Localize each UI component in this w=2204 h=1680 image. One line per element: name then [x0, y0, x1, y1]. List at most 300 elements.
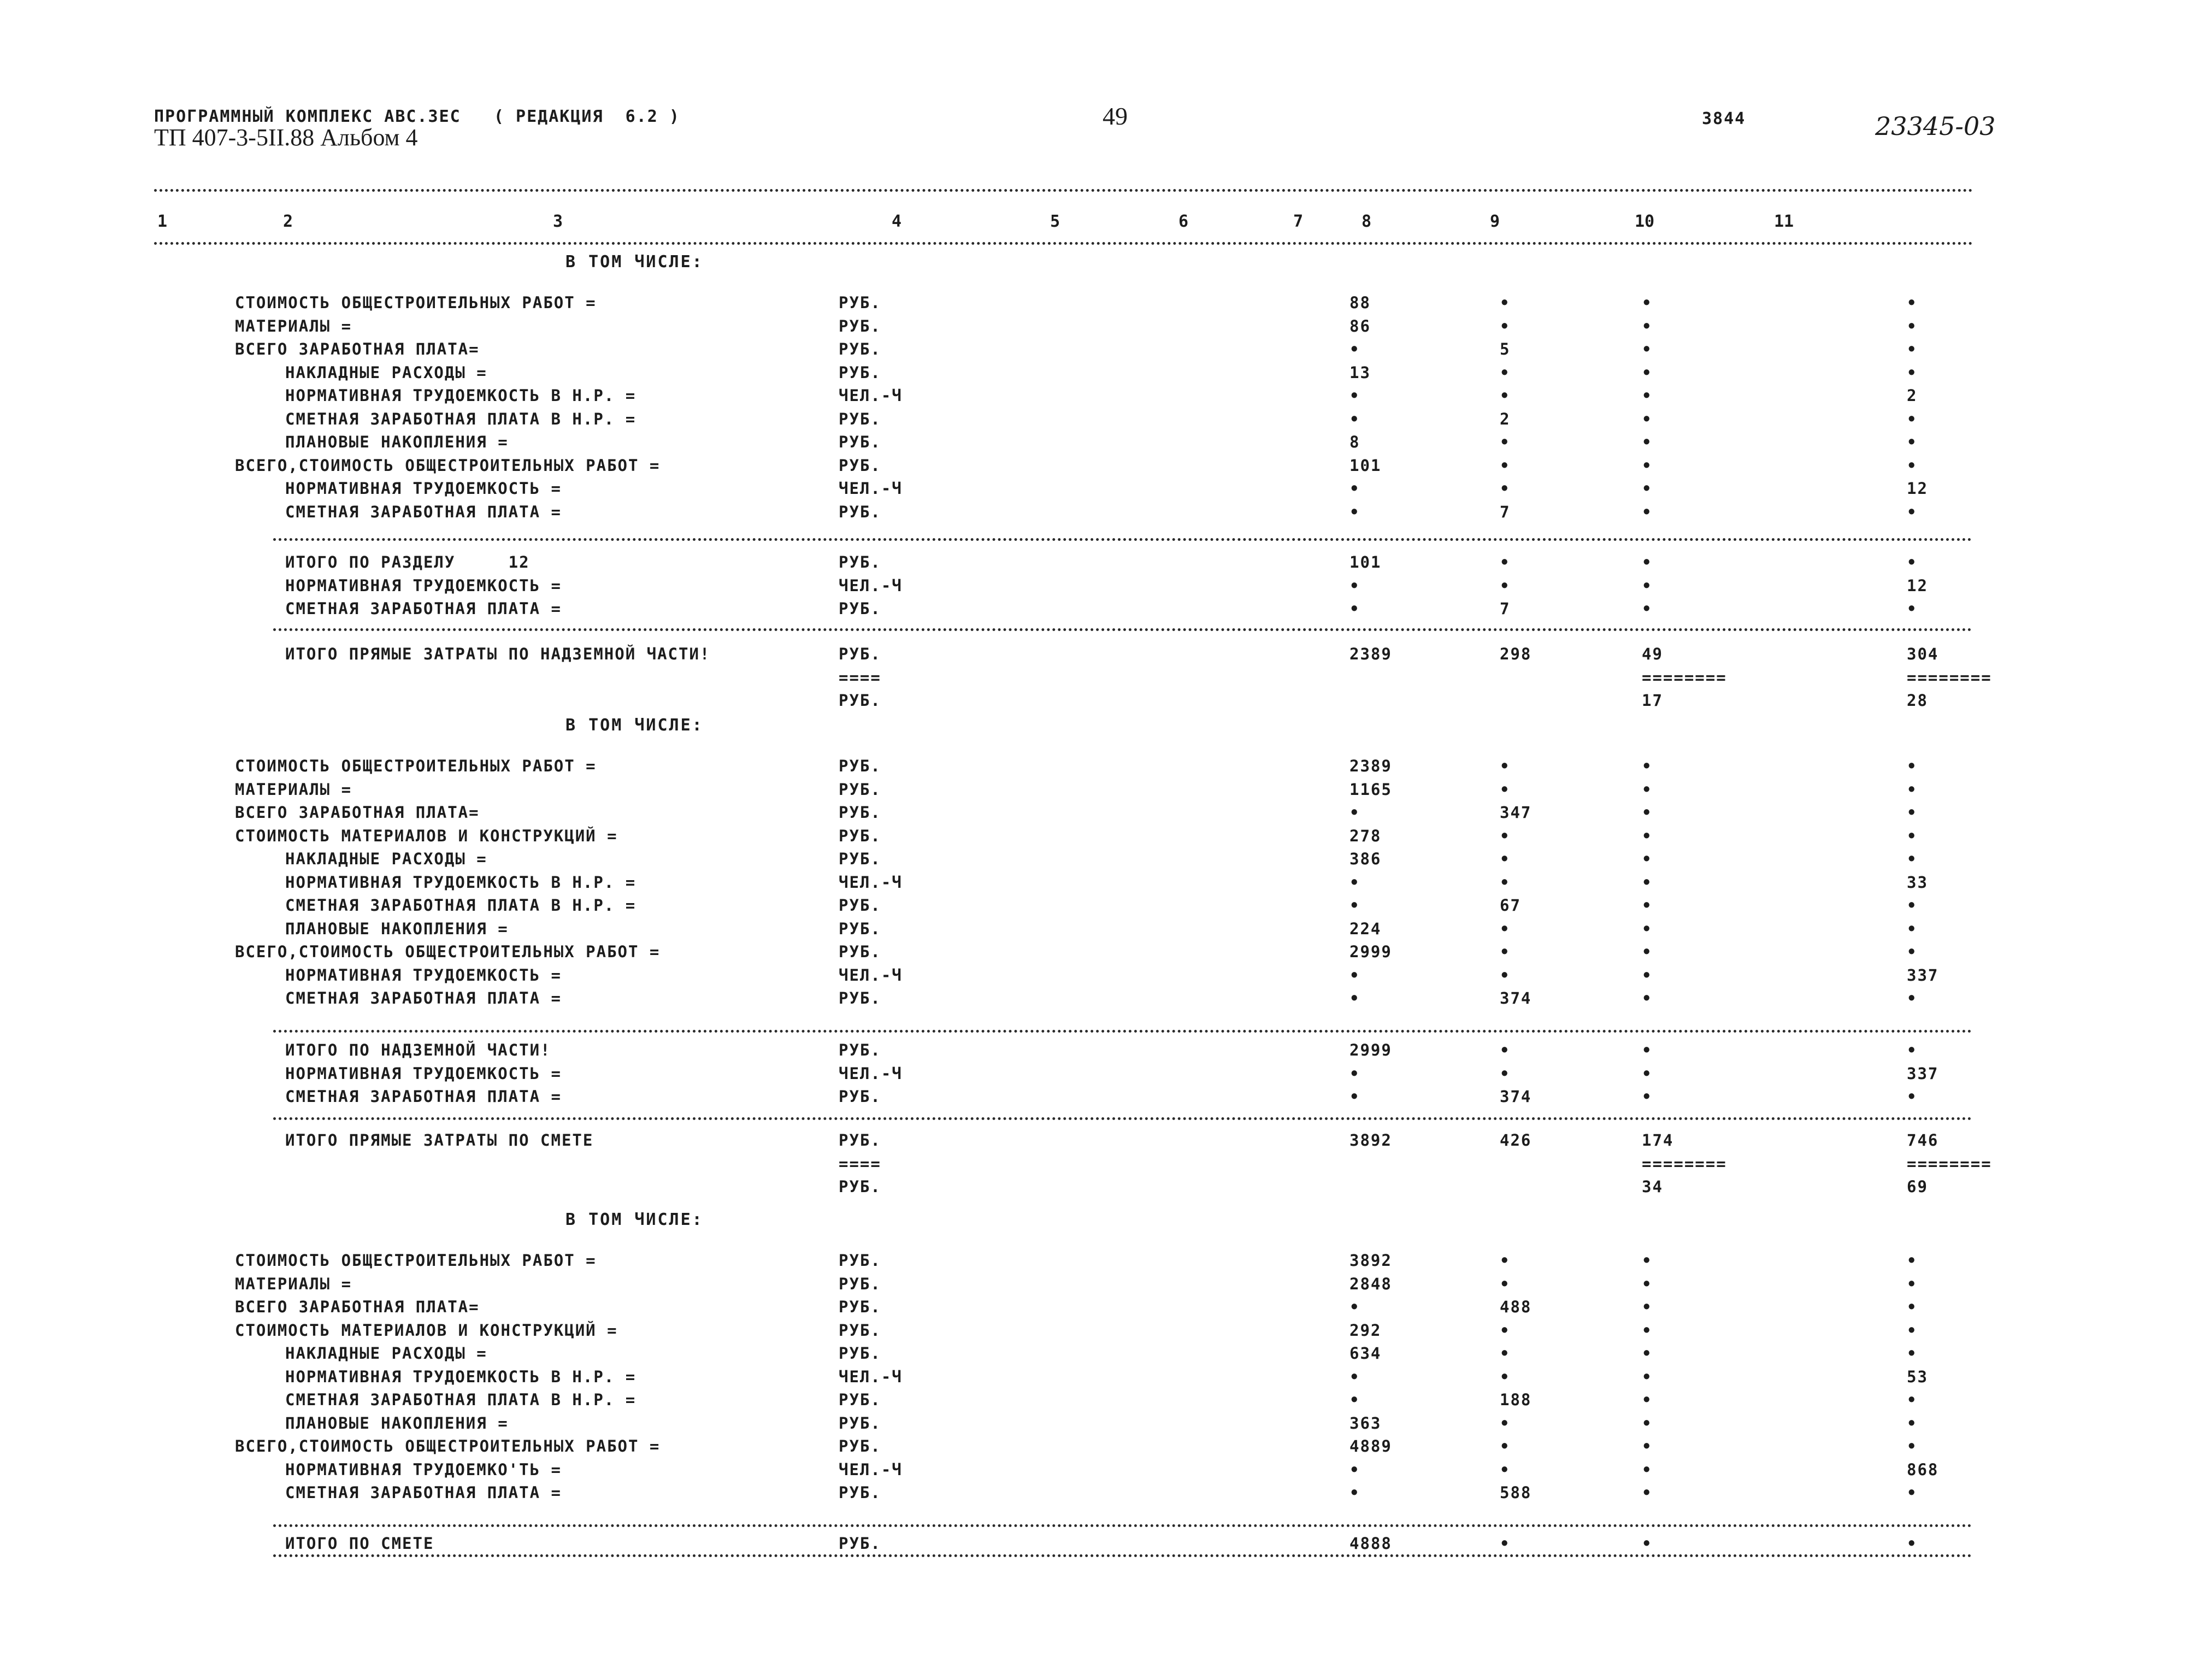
- row-unit: РУБ.: [839, 363, 881, 382]
- row-label: ПЛАНОВЫЕ НАКОПЛЕНИЯ =: [285, 433, 509, 451]
- col7-value: •: [1349, 409, 1360, 428]
- col7-value: •: [1349, 1390, 1360, 1409]
- table-row: [0, 1251, 2204, 1273]
- col8-value: •: [1500, 1274, 1511, 1293]
- col11-value: 868: [1907, 1460, 1939, 1479]
- col9-value: •: [1642, 316, 1653, 335]
- row-label: НОРМАТИВНАЯ ТРУДОЕМКОСТЬ В Н.Р. =: [285, 386, 637, 405]
- table-row: [0, 668, 2204, 690]
- col7-value: •: [1349, 873, 1360, 892]
- col7-value: •: [1349, 803, 1360, 822]
- col7-value: 86: [1349, 316, 1371, 335]
- col11-value: •: [1907, 826, 1918, 845]
- row-unit: ЧЕЛ.-Ч: [839, 386, 903, 405]
- table-row: [0, 757, 2204, 779]
- col8-value: 298: [1500, 645, 1532, 663]
- section-title: В ТОМ ЧИСЛЕ:: [565, 252, 704, 272]
- column-number: 3: [553, 212, 563, 231]
- column-number: 4: [892, 212, 902, 231]
- col8-value: •: [1500, 1367, 1511, 1386]
- col8-value: •: [1500, 1534, 1511, 1553]
- col7-value: 3892: [1349, 1251, 1392, 1270]
- table-row: [0, 966, 2204, 988]
- col8-value: •: [1500, 1437, 1511, 1455]
- col7-value: 13: [1349, 363, 1371, 382]
- col7-value: •: [1349, 479, 1360, 498]
- col7-value: •: [1349, 502, 1360, 521]
- col9-value: •: [1642, 826, 1653, 845]
- col9-value: •: [1642, 919, 1653, 938]
- row-unit: РУБ.: [839, 826, 881, 845]
- col9-value: •: [1642, 850, 1653, 868]
- col9-value: •: [1642, 502, 1653, 521]
- col7-value: 4889: [1349, 1437, 1392, 1455]
- row-unit: РУБ.: [839, 850, 881, 868]
- col9-value: •: [1642, 386, 1653, 405]
- col11-value: •: [1907, 780, 1918, 799]
- col8-value: •: [1500, 780, 1511, 799]
- row-label: ВСЕГО,СТОИМОСТЬ ОБЩЕСТРОИТЕЛЬНЫХ РАБОТ =: [235, 942, 661, 961]
- row-unit: ====: [839, 1154, 881, 1173]
- sheet-code: 3844: [1702, 109, 1746, 128]
- table-row: [0, 850, 2204, 871]
- col8-value: •: [1500, 826, 1511, 845]
- row-label: ИТОГО ПО СМЕТЕ: [285, 1534, 434, 1553]
- column-number: 1: [157, 212, 168, 231]
- row-unit: РУБ.: [839, 919, 881, 938]
- table-row: [0, 873, 2204, 895]
- row-unit: РУБ.: [839, 942, 881, 961]
- col9-value: 49: [1642, 645, 1663, 663]
- col8-value: •: [1500, 479, 1511, 498]
- row-label: ПЛАНОВЫЕ НАКОПЛЕНИЯ =: [285, 1413, 509, 1433]
- table-row: [0, 896, 2204, 918]
- col8-value: •: [1500, 919, 1511, 938]
- row-unit: РУБ.: [839, 502, 881, 521]
- row-unit: РУБ.: [839, 1251, 881, 1270]
- column-number: 11: [1774, 212, 1794, 231]
- col8-value: •: [1500, 386, 1511, 405]
- col11-value: •: [1907, 850, 1918, 868]
- row-label: МАТЕРИАЛЫ =: [235, 316, 352, 335]
- table-row: [0, 599, 2204, 621]
- row-label: СМЕТНАЯ ЗАРАБОТНАЯ ПЛАТА =: [285, 1087, 562, 1106]
- dotted-separator: [273, 538, 1972, 541]
- row-unit: ЧЕЛ.-Ч: [839, 1367, 903, 1386]
- row-label: ИТОГО ПРЯМЫЕ ЗАТРАТЫ ПО СМЕТЕ: [285, 1131, 594, 1150]
- row-label: ВСЕГО ЗАРАБОТНАЯ ПЛАТА=: [235, 803, 480, 822]
- col11-value: •: [1907, 757, 1918, 775]
- col7-value: •: [1349, 989, 1360, 1007]
- col9-value: ========: [1642, 1154, 1727, 1173]
- row-unit: РУБ.: [839, 757, 881, 775]
- row-unit: РУБ.: [839, 780, 881, 799]
- col9-value: •: [1642, 780, 1653, 799]
- col8-value: •: [1500, 1064, 1511, 1083]
- col11-value: •: [1907, 989, 1918, 1007]
- col11-value: •: [1907, 1274, 1918, 1293]
- col11-value: •: [1907, 293, 1918, 312]
- col11-value: •: [1907, 1041, 1918, 1059]
- section-title: В ТОМ ЧИСЛЕ:: [565, 1210, 704, 1229]
- col11-value: •: [1907, 1298, 1918, 1316]
- col7-value: 2848: [1349, 1274, 1392, 1293]
- col7-value: •: [1349, 576, 1360, 595]
- col7-value: •: [1349, 1367, 1360, 1386]
- row-label: СТОИМОСТЬ ОБЩЕСТРОИТЕЛЬНЫХ РАБОТ =: [235, 757, 597, 775]
- document-stamp: 23345-03: [1875, 111, 1996, 141]
- row-unit: РУБ.: [839, 1437, 881, 1455]
- row-unit: РУБ.: [839, 1177, 881, 1196]
- col7-value: 2389: [1349, 757, 1392, 775]
- col11-value: 304: [1907, 645, 1939, 663]
- col9-value: •: [1642, 1087, 1653, 1106]
- col8-value: 374: [1500, 989, 1532, 1007]
- table-row: [0, 1064, 2204, 1086]
- table-row: [0, 1460, 2204, 1482]
- col11-value: •: [1907, 409, 1918, 428]
- col11-value: •: [1907, 1087, 1918, 1106]
- col7-value: 278: [1349, 826, 1382, 845]
- table-row: [0, 410, 2204, 432]
- col8-value: 374: [1500, 1087, 1532, 1106]
- table-row: [0, 1041, 2204, 1063]
- column-number: 2: [283, 212, 293, 231]
- row-unit: РУБ.: [839, 1390, 881, 1409]
- col7-value: 101: [1349, 456, 1382, 475]
- col11-value: 53: [1907, 1367, 1928, 1386]
- col8-value: •: [1500, 363, 1511, 382]
- col8-value: •: [1500, 553, 1511, 571]
- col8-value: •: [1500, 873, 1511, 892]
- col11-value: •: [1907, 363, 1918, 382]
- row-unit: РУБ.: [839, 1298, 881, 1316]
- col7-value: 224: [1349, 919, 1382, 938]
- row-unit: РУБ.: [839, 553, 881, 571]
- col11-value: •: [1907, 1534, 1918, 1553]
- row-unit: ЧЕЛ.-Ч: [839, 873, 903, 892]
- col8-value: •: [1500, 433, 1511, 451]
- row-label: НОРМАТИВНАЯ ТРУДОЕМКОСТЬ =: [285, 479, 562, 498]
- row-label: НАКЛАДНЫЕ РАСХОДЫ =: [285, 850, 487, 868]
- col9-value: •: [1642, 965, 1653, 985]
- row-unit: РУБ.: [839, 1413, 881, 1433]
- col9-value: 17: [1642, 691, 1663, 710]
- table-row: [0, 456, 2204, 478]
- col8-value: •: [1500, 942, 1511, 961]
- table-row: [0, 553, 2204, 575]
- col8-value: 426: [1500, 1131, 1532, 1150]
- col7-value: 4888: [1349, 1534, 1392, 1553]
- col9-value: •: [1642, 1274, 1653, 1293]
- table-row: [0, 989, 2204, 1011]
- row-label: ВСЕГО ЗАРАБОТНАЯ ПЛАТА=: [235, 340, 480, 358]
- table-row: [0, 340, 2204, 362]
- col9-value: •: [1642, 1344, 1653, 1363]
- row-unit: ЧЕЛ.-Ч: [839, 965, 903, 985]
- table-row: [0, 691, 2204, 713]
- col9-value: •: [1642, 456, 1653, 475]
- row-unit: РУБ.: [839, 1344, 881, 1363]
- col9-value: •: [1642, 576, 1653, 595]
- col9-value: •: [1642, 1321, 1653, 1340]
- col7-value: •: [1349, 1298, 1360, 1316]
- col9-value: •: [1642, 1041, 1653, 1059]
- program-header: ПРОГРАММНЫЙ КОМПЛЕКС АВС.3ЕС ( РЕДАКЦИЯ 6.2 ): [154, 107, 680, 126]
- col7-value: •: [1349, 599, 1360, 618]
- col9-value: •: [1642, 942, 1653, 961]
- column-header-row: [154, 212, 1973, 236]
- bottom-rule: [273, 1554, 1972, 1557]
- row-label: МАТЕРИАЛЫ =: [235, 1274, 352, 1293]
- col11-value: 337: [1907, 1064, 1939, 1083]
- col7-value: 88: [1349, 293, 1371, 312]
- row-label: СТОИМОСТЬ ОБЩЕСТРОИТЕЛЬНЫХ РАБОТ =: [235, 293, 597, 312]
- col8-value: •: [1500, 1251, 1511, 1270]
- col7-value: 292: [1349, 1321, 1382, 1340]
- row-unit: РУБ.: [839, 803, 881, 822]
- col11-value: •: [1907, 803, 1918, 822]
- col9-value: •: [1642, 599, 1653, 618]
- col7-value: •: [1349, 1064, 1360, 1083]
- col9-value: •: [1642, 1390, 1653, 1409]
- col11-value: •: [1907, 942, 1918, 961]
- col7-value: •: [1349, 1087, 1360, 1106]
- row-label: СМЕТНАЯ ЗАРАБОТНАЯ ПЛАТА В Н.Р. =: [285, 896, 637, 915]
- row-unit: ЧЕЛ.-Ч: [839, 576, 903, 595]
- table-row: [0, 1367, 2204, 1389]
- row-label: СМЕТНАЯ ЗАРАБОТНАЯ ПЛАТА =: [285, 599, 562, 618]
- column-number: 6: [1178, 212, 1189, 231]
- col11-value: •: [1907, 340, 1918, 358]
- col9-value: •: [1642, 757, 1653, 775]
- table-row: [0, 803, 2204, 825]
- row-unit: РУБ.: [839, 340, 881, 358]
- row-unit: РУБ.: [839, 1274, 881, 1293]
- col9-value: •: [1642, 553, 1653, 571]
- col8-value: •: [1500, 576, 1511, 595]
- column-number: 7: [1293, 212, 1304, 231]
- row-label: СТОИМОСТЬ ОБЩЕСТРОИТЕЛЬНЫХ РАБОТ =: [235, 1251, 597, 1270]
- row-unit: РУБ.: [839, 1534, 881, 1553]
- row-unit: РУБ.: [839, 409, 881, 428]
- row-unit: РУБ.: [839, 989, 881, 1007]
- col7-value: 634: [1349, 1344, 1382, 1363]
- col11-value: 33: [1907, 873, 1928, 892]
- row-label: ВСЕГО ЗАРАБОТНАЯ ПЛАТА=: [235, 1298, 480, 1316]
- row-unit: РУБ.: [839, 1087, 881, 1106]
- col7-value: •: [1349, 1483, 1360, 1502]
- col7-value: •: [1349, 965, 1360, 985]
- col7-value: •: [1349, 1460, 1360, 1479]
- table-row: [0, 317, 2204, 339]
- table-row: [0, 1321, 2204, 1343]
- col7-value: 2389: [1349, 645, 1392, 663]
- row-unit: РУБ.: [839, 1483, 881, 1502]
- col8-value: 67: [1500, 896, 1521, 915]
- col9-value: •: [1642, 1251, 1653, 1270]
- header-bottom-rule: [154, 242, 1973, 245]
- col9-value: •: [1642, 293, 1653, 312]
- row-label: ВСЕГО,СТОИМОСТЬ ОБЩЕСТРОИТЕЛЬНЫХ РАБОТ =: [235, 456, 661, 475]
- col11-value: 12: [1907, 576, 1928, 595]
- table-row: [0, 1275, 2204, 1296]
- col9-value: •: [1642, 433, 1653, 451]
- col8-value: 588: [1500, 1483, 1532, 1502]
- table-row: [0, 479, 2204, 501]
- col9-value: •: [1642, 363, 1653, 382]
- row-unit: РУБ.: [839, 691, 881, 710]
- col11-value: •: [1907, 553, 1918, 571]
- col9-value: •: [1642, 1483, 1653, 1502]
- row-label: МАТЕРИАЛЫ =: [235, 780, 352, 799]
- col11-value: •: [1907, 1251, 1918, 1270]
- row-label: НОРМАТИВНАЯ ТРУДОЕМКОСТЬ В Н.Р. =: [285, 873, 637, 892]
- col9-value: •: [1642, 1460, 1653, 1479]
- col9-value: •: [1642, 409, 1653, 428]
- row-label: НОРМАТИВНАЯ ТРУДОЕМКОСТЬ =: [285, 965, 562, 985]
- col11-value: •: [1907, 316, 1918, 335]
- row-label: ПЛАНОВЫЕ НАКОПЛЕНИЯ =: [285, 919, 509, 938]
- table-row: [0, 780, 2204, 802]
- col9-value: •: [1642, 873, 1653, 892]
- table-row: [0, 503, 2204, 524]
- col9-value: •: [1642, 1298, 1653, 1316]
- row-label: СТОИМОСТЬ МАТЕРИАЛОВ И КОНСТРУКЦИЙ =: [235, 1321, 618, 1340]
- row-unit: РУБ.: [839, 1321, 881, 1340]
- col9-value: •: [1642, 1367, 1653, 1386]
- col11-value: •: [1907, 502, 1918, 521]
- col11-value: •: [1907, 433, 1918, 451]
- row-unit: ЧЕЛ.-Ч: [839, 1460, 903, 1479]
- col9-value: 174: [1642, 1131, 1674, 1150]
- col11-value: ========: [1907, 1154, 1992, 1173]
- table-row: [0, 1534, 2204, 1556]
- col11-value: 337: [1907, 965, 1939, 985]
- col8-value: 488: [1500, 1298, 1532, 1316]
- col11-value: •: [1907, 1344, 1918, 1363]
- col8-value: •: [1500, 1413, 1511, 1433]
- row-unit: РУБ.: [839, 599, 881, 618]
- project-title: ТП 407-3-5II.88 Альбом 4: [154, 124, 418, 151]
- row-label: СМЕТНАЯ ЗАРАБОТНАЯ ПЛАТА =: [285, 502, 562, 521]
- col11-value: 12: [1907, 479, 1928, 498]
- section-title: В ТОМ ЧИСЛЕ:: [565, 716, 704, 735]
- col7-value: 8: [1349, 433, 1360, 451]
- row-label: НОРМАТИВНАЯ ТРУДОЕМКО'ТЬ =: [285, 1460, 562, 1479]
- column-number: 8: [1362, 212, 1372, 231]
- table-row: [0, 942, 2204, 964]
- row-label: СМЕТНАЯ ЗАРАБОТНАЯ ПЛАТА В Н.Р. =: [285, 409, 637, 428]
- col7-value: 2999: [1349, 1041, 1392, 1059]
- row-label: НАКЛАДНЫЕ РАСХОДЫ =: [285, 1344, 487, 1363]
- table-row: [0, 433, 2204, 455]
- table-row: [0, 1483, 2204, 1505]
- row-unit: РУБ.: [839, 1041, 881, 1059]
- col8-value: 188: [1500, 1390, 1532, 1409]
- col9-value: •: [1642, 803, 1653, 822]
- col11-value: •: [1907, 1321, 1918, 1340]
- row-unit: РУБ.: [839, 645, 881, 663]
- column-number: 9: [1490, 212, 1500, 231]
- col9-value: •: [1642, 479, 1653, 498]
- row-unit: РУБ.: [839, 456, 881, 475]
- col11-value: •: [1907, 919, 1918, 938]
- table-row: [0, 386, 2204, 408]
- col8-value: •: [1500, 1344, 1511, 1363]
- col9-value: •: [1642, 989, 1653, 1007]
- col8-value: •: [1500, 965, 1511, 985]
- col8-value: •: [1500, 293, 1511, 312]
- dotted-separator: [273, 1117, 1972, 1120]
- col8-value: •: [1500, 316, 1511, 335]
- page-number: 49: [1103, 102, 1128, 130]
- row-unit: РУБ.: [839, 1131, 881, 1150]
- table-row: [0, 1298, 2204, 1319]
- row-label: НОРМАТИВНАЯ ТРУДОЕМКОСТЬ =: [285, 576, 562, 595]
- col8-value: •: [1500, 1041, 1511, 1059]
- col9-value: •: [1642, 1064, 1653, 1083]
- row-unit: РУБ.: [839, 316, 881, 335]
- col9-value: 34: [1642, 1177, 1663, 1196]
- table-row: [0, 1390, 2204, 1412]
- row-label: НОРМАТИВНАЯ ТРУДОЕМКОСТЬ =: [285, 1064, 562, 1083]
- table-row: [0, 919, 2204, 941]
- row-label: СМЕТНАЯ ЗАРАБОТНАЯ ПЛАТА В Н.Р. =: [285, 1390, 637, 1409]
- column-number: 10: [1635, 212, 1655, 231]
- col7-value: 363: [1349, 1413, 1382, 1433]
- col8-value: •: [1500, 850, 1511, 868]
- col8-value: 5: [1500, 340, 1511, 358]
- col11-value: ========: [1907, 668, 1992, 687]
- dotted-separator: [273, 1524, 1972, 1527]
- row-label: ИТОГО ПО НАДЗЕМНОЙ ЧАСТИ!: [285, 1041, 551, 1059]
- col8-value: 2: [1500, 409, 1511, 428]
- col8-value: •: [1500, 1321, 1511, 1340]
- col11-value: •: [1907, 1413, 1918, 1433]
- col9-value: •: [1642, 1534, 1653, 1553]
- col9-value: •: [1642, 1413, 1653, 1433]
- col11-value: •: [1907, 1483, 1918, 1502]
- table-row: [0, 1437, 2204, 1459]
- table-row: [0, 1131, 2204, 1153]
- col7-value: 101: [1349, 553, 1382, 571]
- col7-value: •: [1349, 896, 1360, 915]
- table-row: [0, 576, 2204, 598]
- row-unit: ЧЕЛ.-Ч: [839, 1064, 903, 1083]
- row-label: НОРМАТИВНАЯ ТРУДОЕМКОСТЬ В Н.Р. =: [285, 1367, 637, 1386]
- row-label: НАКЛАДНЫЕ РАСХОДЫ =: [285, 363, 487, 382]
- row-label: ИТОГО ПО РАЗДЕЛУ 12: [285, 553, 530, 571]
- col8-value: •: [1500, 1460, 1511, 1479]
- col11-value: •: [1907, 1390, 1918, 1409]
- col8-value: 7: [1500, 599, 1511, 618]
- col11-value: 746: [1907, 1131, 1939, 1150]
- col9-value: ========: [1642, 668, 1727, 687]
- table-row: [0, 1087, 2204, 1109]
- row-unit: ЧЕЛ.-Ч: [839, 479, 903, 498]
- table-row: [0, 293, 2204, 315]
- col9-value: •: [1642, 896, 1653, 915]
- col7-value: 386: [1349, 850, 1382, 868]
- top-rule: [154, 189, 1973, 192]
- row-unit: РУБ.: [839, 896, 881, 915]
- col9-value: •: [1642, 1437, 1653, 1455]
- col7-value: 1165: [1349, 780, 1392, 799]
- col7-value: •: [1349, 386, 1360, 405]
- col11-value: •: [1907, 599, 1918, 618]
- col8-value: •: [1500, 456, 1511, 475]
